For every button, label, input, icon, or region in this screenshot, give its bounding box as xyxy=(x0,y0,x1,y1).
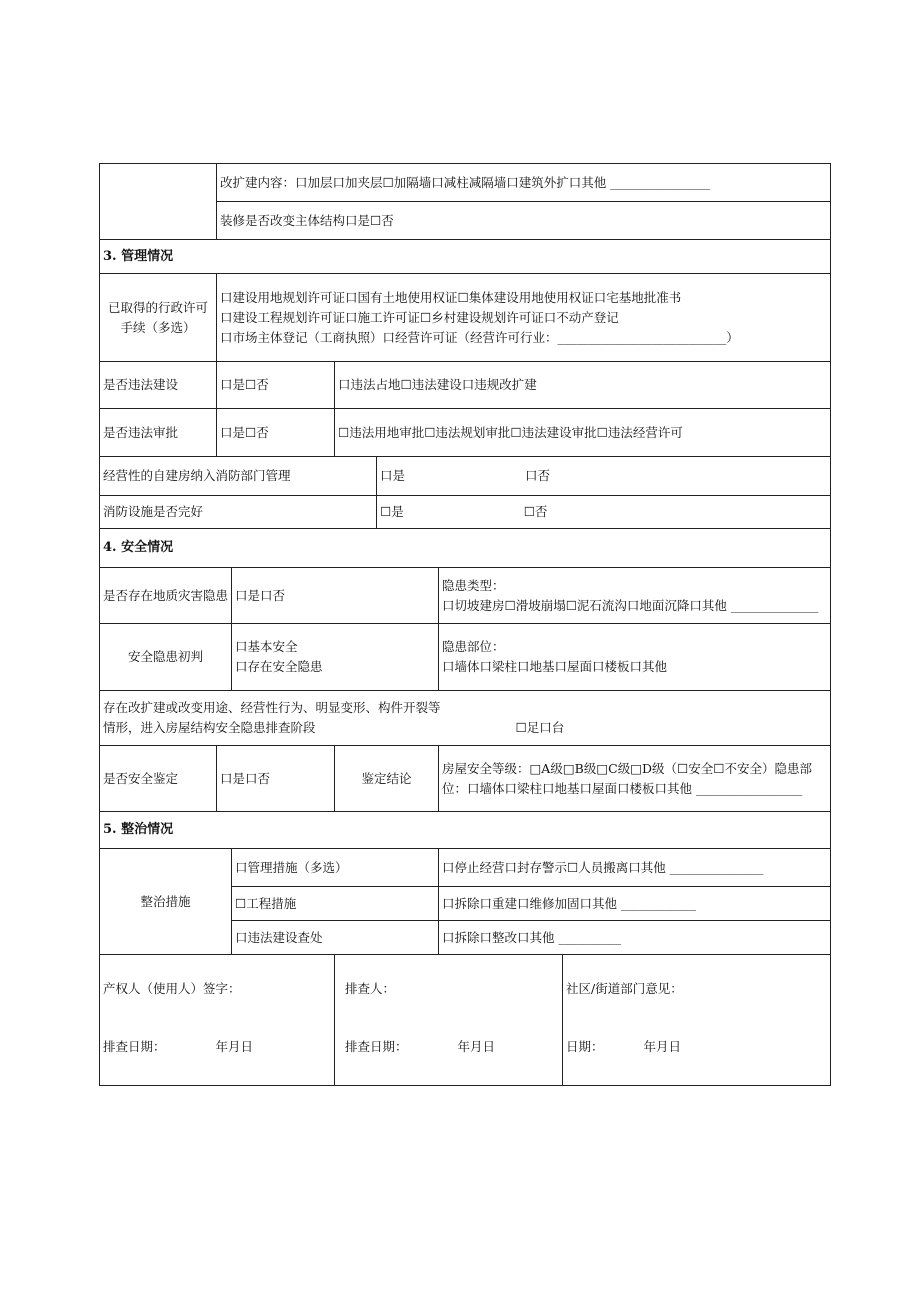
owner-sign-cell xyxy=(100,955,335,1086)
table-row xyxy=(100,409,831,457)
fire-facility-yes: ☐是 xyxy=(380,504,404,519)
illegal-approval-label: 是否违法审批 xyxy=(100,409,217,457)
owner-date-wrap xyxy=(103,1037,331,1057)
table-row xyxy=(100,496,831,529)
inspector-date-wrap xyxy=(345,1037,559,1057)
check-stage-line-1: 存在改扩建或改变用途、经营性行为、明显变形、构件开裂等 xyxy=(103,700,441,715)
table-row xyxy=(100,362,831,409)
permits-line-2: 口建设工程规划许可证口施工许可证☐乡村建设规划许可证口不动产登记 xyxy=(220,309,619,325)
illegal-handle: 口违法建设查处 xyxy=(232,921,439,955)
illegal-handle-items: 口拆除口整改口其他 __________ xyxy=(439,921,831,955)
permits-options xyxy=(217,274,831,362)
fire-mgmt-label: 经营性的自建房纳入消防部门管理 xyxy=(100,457,377,496)
safety-part-title: 隐患部位： xyxy=(442,639,505,654)
illegal-build-types: 口违法占地☐违法建设口违规改扩建 xyxy=(335,362,831,409)
table-row xyxy=(100,164,831,202)
safety-judge-label: 安全隐患初判 xyxy=(100,624,232,691)
appraisal-conclusion: 鉴定结论 xyxy=(335,746,439,812)
inspection-form-table xyxy=(99,163,831,1086)
permits-line-3: 口市场主体登记（工商执照）口经营许可证（经营许可行业：___________________________） xyxy=(220,329,739,345)
illegal-approval-choice: 口是☐否 xyxy=(217,409,335,457)
section-4-title: 4. 安全情况 xyxy=(100,529,831,568)
community-date-wrap xyxy=(566,1037,827,1057)
mgmt-measure: 口管理措施（多选） xyxy=(232,849,439,887)
geo-hazard-label: 是否存在地质灾害隐患 xyxy=(100,568,232,624)
fire-mgmt-no: 口否 xyxy=(525,468,551,483)
appraisal-label: 是否安全鉴定 xyxy=(100,746,217,812)
table-row xyxy=(100,457,831,496)
inspector-date-value: 年月日 xyxy=(457,1039,496,1054)
fire-mgmt-choice xyxy=(377,457,831,496)
inspector-sign-label: 排查人： xyxy=(345,981,396,996)
community-date-label: 日期： xyxy=(566,1039,604,1054)
safety-hazard-parts xyxy=(439,624,831,691)
table-row xyxy=(100,849,831,887)
illegal-build-label: 是否违法建设 xyxy=(100,362,217,409)
mgmt-measure-items: 口停止经营口封存警示☐人员搬离口其他 _______________ xyxy=(439,849,831,887)
check-stage-line-2-wrap xyxy=(103,718,827,738)
table-row xyxy=(100,691,831,746)
renovation-structure: 装修是否改变主体结构口是☐否 xyxy=(217,202,831,240)
fire-mgmt-yes: 口是 xyxy=(380,468,406,483)
fire-facility-no: ☐否 xyxy=(523,504,548,519)
eng-measure: ☐工程措施 xyxy=(232,887,439,921)
owner-sign-label: 产权人（使用人）签字： xyxy=(103,981,241,996)
table-row xyxy=(100,274,831,362)
renovation-content: 改扩建内容：口加层口加夹层☐加隔墙口减柱减隔墙口建筑外扩口其他 ________________ xyxy=(217,164,831,202)
table-row xyxy=(100,812,831,849)
check-stage-line-2: 情形，进入房屋结构安全隐患排查阶段 xyxy=(103,720,316,735)
fire-facility-choice xyxy=(377,496,831,529)
community-cell xyxy=(563,955,831,1086)
table-row xyxy=(100,568,831,624)
table-row xyxy=(100,240,831,274)
check-stage-choice: ☐足口台 xyxy=(515,720,565,735)
community-opinion-label: 社区/街道部门意见： xyxy=(566,981,683,996)
safety-opt-basic: 口基本安全 xyxy=(235,639,298,654)
section-5-title: 5. 整治情况 xyxy=(100,812,831,849)
geo-type-items: 口切坡建房☐滑坡崩塌☐泥石流沟口地面沉降口其他 ______________ xyxy=(442,597,819,613)
table-row xyxy=(100,746,831,812)
geo-hazard-choice: 口是口否 xyxy=(232,568,439,624)
table-row xyxy=(100,955,831,1086)
safety-judge-options xyxy=(232,624,439,691)
check-stage xyxy=(100,691,831,746)
section-3-title: 3. 管理情况 xyxy=(100,240,831,274)
community-date-value: 年月日 xyxy=(643,1039,682,1054)
owner-date-value: 年月日 xyxy=(215,1039,254,1054)
table-row xyxy=(100,624,831,691)
appraisal-detail: 房屋安全等级：□A级□B级□C级□D级（☐安全☐不安全）隐患部位：口墙体口梁柱口地基口屋面口楼板口其他 _________________ xyxy=(439,746,831,812)
measures-label: 整治措施 xyxy=(100,849,232,955)
eng-measure-items: 口拆除口重建口维修加固口其他 ____________ xyxy=(439,887,831,921)
safety-opt-hazard: 口存在安全隐患 xyxy=(235,659,323,674)
permits-label: 已取得的行政许可手续（多选） xyxy=(100,274,217,362)
form-frame xyxy=(99,163,830,1086)
geo-type-title: 隐患类型： xyxy=(442,577,505,593)
fire-facility-label: 消防设施是否完好 xyxy=(100,496,377,529)
geo-hazard-types xyxy=(439,568,831,624)
inspector-sign-cell xyxy=(335,955,563,1086)
illegal-build-choice: 口是☐否 xyxy=(217,362,335,409)
table-row xyxy=(100,529,831,568)
appraisal-choice: 口是口否 xyxy=(217,746,335,812)
permits-line-1: 口建设用地规划许可证口国有土地使用权证☐集体建设用地使用权证口宅基地批准书 xyxy=(220,289,682,305)
inspector-date-label: 排查日期： xyxy=(345,1039,408,1054)
empty-cell xyxy=(100,164,217,240)
safety-part-items: 口墙体口梁柱口地基口屋面口楼板口其他 xyxy=(442,659,668,674)
owner-date-label: 排查日期： xyxy=(103,1039,166,1054)
illegal-approval-types: ☐违法用地审批☐违法规划审批☐违法建设审批☐违法经营许可 xyxy=(335,409,831,457)
